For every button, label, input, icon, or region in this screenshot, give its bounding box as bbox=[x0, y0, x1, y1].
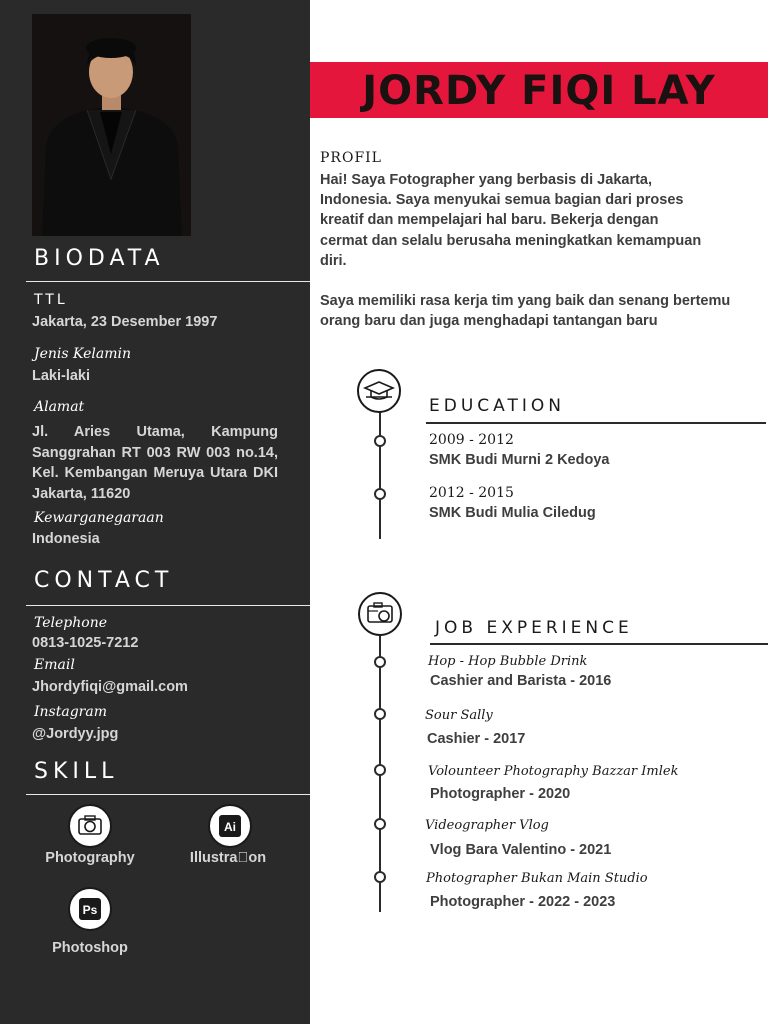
phone-label: Telephone bbox=[34, 615, 108, 631]
nationality-label: Kewarganegaraan bbox=[34, 510, 164, 526]
job-company: Volounteer Photography Bazzar Imlek bbox=[428, 764, 679, 779]
job-company: Photographer Bukan Main Studio bbox=[426, 871, 648, 886]
profil-line: Indonesia. Saya menyukai semua bagian dari proses bbox=[320, 192, 684, 208]
photoshop-icon bbox=[68, 887, 112, 931]
address-label: Alamat bbox=[34, 399, 85, 415]
education-years: 2009 - 2012 bbox=[429, 432, 514, 448]
profile-photo bbox=[32, 14, 191, 236]
ttl-value: Jakarta, 23 Desember 1997 bbox=[32, 314, 218, 330]
profil-heading: PROFIL bbox=[320, 150, 382, 166]
camera-icon bbox=[358, 592, 402, 636]
job-company: Sour Sally bbox=[425, 708, 493, 723]
phone-value: 0813-1025-7212 bbox=[32, 635, 139, 651]
instagram-label: Instagram bbox=[34, 704, 107, 720]
contact-divider bbox=[26, 605, 310, 606]
experience-heading: JOB EXPERIENCE bbox=[435, 618, 633, 638]
biodata-heading: BIODATA bbox=[34, 246, 165, 271]
timeline-dot bbox=[374, 818, 386, 830]
profil-line: cermat dan selalu berusaha meningkatkan kemampuan bbox=[320, 233, 702, 249]
contact-heading: CONTACT bbox=[34, 568, 174, 593]
profil-line: orang baru dan juga menghadapi tantangan baru bbox=[320, 313, 658, 329]
skill-heading: SKILL bbox=[34, 759, 119, 784]
instagram-value: @Jordyy.jpg bbox=[32, 726, 119, 742]
illustrator-icon-text: Ai bbox=[224, 820, 236, 834]
skill-label-photography: Photography bbox=[45, 850, 135, 866]
job-role: Photographer - 2022 - 2023 bbox=[430, 894, 616, 910]
job-role: Cashier and Barista - 2016 bbox=[430, 673, 612, 689]
illustrator-icon bbox=[208, 804, 252, 848]
job-role: Cashier - 2017 bbox=[427, 731, 526, 747]
biodata-divider bbox=[26, 281, 310, 282]
job-role: Photographer - 2020 bbox=[430, 786, 571, 802]
photoshop-icon-text: Ps bbox=[82, 903, 98, 917]
camera-icon bbox=[68, 804, 112, 848]
timeline-dot bbox=[374, 435, 386, 447]
timeline-dot bbox=[374, 488, 386, 500]
graduation-cap-icon bbox=[357, 369, 401, 413]
email-label: Email bbox=[34, 657, 75, 673]
education-school: SMK Budi Mulia Ciledug bbox=[429, 505, 596, 521]
job-company: Hop - Hop Bubble Drink bbox=[428, 654, 588, 669]
address-value: Jl. Aries Utama, Kampung Sanggrahan RT 003 RW 003 no.14, Kel. Kembangan Meruya Utara DKI Jakarta, 11620 bbox=[32, 424, 278, 502]
education-years: 2012 - 2015 bbox=[429, 485, 514, 501]
timeline-dot bbox=[374, 871, 386, 883]
email-value: Jhordyfiqi@gmail.com bbox=[32, 679, 188, 695]
profil-line: Hai! Saya Fotographer yang berbasis di Jakarta, bbox=[320, 172, 653, 188]
profil-line: diri. bbox=[320, 253, 347, 269]
nationality-value: Indonesia bbox=[32, 531, 100, 547]
skill-label-photoshop: Photoshop bbox=[52, 940, 128, 956]
education-timeline bbox=[379, 413, 381, 539]
page-title: JORDY FIQI LAY bbox=[362, 68, 716, 114]
gender-label: Jenis Kelamin bbox=[34, 346, 131, 362]
skill-label-illustration: Illustra on bbox=[189, 850, 267, 866]
timeline-dot bbox=[374, 708, 386, 720]
education-school: SMK Budi Murni 2 Kedoya bbox=[429, 452, 610, 468]
skill-divider bbox=[26, 794, 310, 795]
gender-value: Laki-laki bbox=[32, 368, 91, 384]
profil-line: kreatif dan mempelajari hal baru. Bekerja dengan bbox=[320, 212, 659, 228]
timeline-dot bbox=[374, 656, 386, 668]
education-divider bbox=[426, 422, 766, 424]
education-heading: EDUCATION bbox=[429, 396, 565, 416]
profil-line: Saya memiliki rasa kerja tim yang baik dan senang bertemu bbox=[320, 293, 731, 309]
job-role: Vlog Bara Valentino - 2021 bbox=[430, 842, 612, 858]
ttl-label: TTL bbox=[34, 292, 68, 308]
job-company: Videographer Vlog bbox=[425, 818, 549, 833]
timeline-dot bbox=[374, 764, 386, 776]
experience-divider bbox=[430, 643, 768, 645]
sidebar bbox=[0, 0, 310, 1024]
